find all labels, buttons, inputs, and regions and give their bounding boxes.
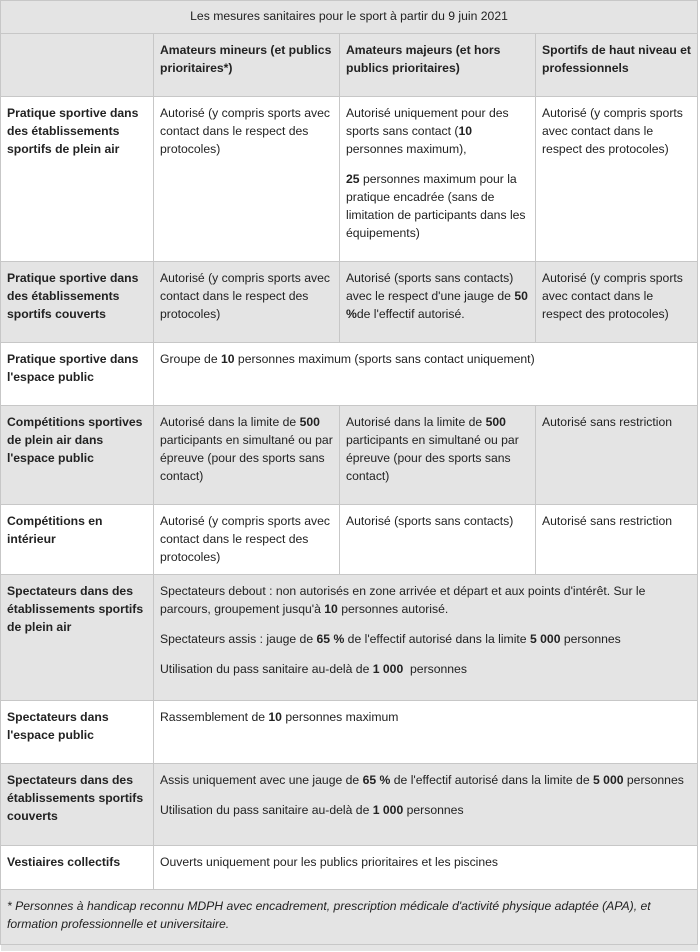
table-row bbox=[1, 343, 698, 406]
title-row bbox=[1, 1, 698, 34]
cell-adults: Autorisé dans la limite de 500 participants en simultané ou par épreuve (pour des sports sans contact) bbox=[340, 406, 536, 505]
cell-minors: Autorisé (y compris sports avec contact dans le respect des protocoles) bbox=[154, 262, 340, 343]
cell-paragraph: Utilisation du pass sanitaire au-delà de 1 000 personnes bbox=[160, 662, 467, 676]
table-row bbox=[1, 575, 698, 701]
cell-adults: Autorisé (sports sans contacts) bbox=[340, 505, 536, 575]
cell-pro: Autorisé sans restriction bbox=[536, 505, 698, 575]
row-label: Spectateurs dans des établissements sportifs de plein air bbox=[1, 575, 154, 701]
header-haut-niveau: Sportifs de haut niveau et professionnels bbox=[536, 34, 698, 97]
cell-adults: Autorisé (sports sans contacts) avec le respect d'une jauge de 50 %de l'effectif autorisé. bbox=[340, 262, 536, 343]
tail-row bbox=[1, 945, 698, 951]
cell-paragraph: Autorisé uniquement pour des sports sans contact (10 personnes maximum), bbox=[346, 106, 509, 156]
table-row bbox=[1, 764, 698, 846]
header-amateurs-majeurs: Amateurs majeurs (et hors publics prioritaires) bbox=[340, 34, 536, 97]
tail-spacer bbox=[1, 945, 698, 951]
table-row bbox=[1, 846, 698, 890]
cell-all bbox=[154, 764, 698, 846]
cell-all bbox=[154, 575, 698, 701]
row-label: Compétitions en intérieur bbox=[1, 505, 154, 575]
cell-pro: Autorisé (y compris sports avec contact dans le respect des protocoles) bbox=[536, 262, 698, 343]
cell-minors: Autorisé (y compris sports avec contact dans le respect des protocoles) bbox=[154, 97, 340, 262]
table-row bbox=[1, 262, 698, 343]
row-label: Pratique sportive dans des établissements sportifs de plein air bbox=[1, 97, 154, 262]
table-title: Les mesures sanitaires pour le sport à partir du 9 juin 2021 bbox=[1, 1, 698, 34]
cell-all: Groupe de 10 personnes maximum (sports sans contact uniquement) bbox=[154, 343, 698, 406]
cell-all: Rassemblement de 10 personnes maximum bbox=[154, 701, 698, 764]
table-row bbox=[1, 505, 698, 575]
footnote-row bbox=[1, 890, 698, 945]
cell-paragraph: Spectateurs debout : non autorisés en zone arrivée et départ et aux points d'intérêt. Sur le parcours, groupement jusqu'à 10 personnes autorisé. bbox=[160, 584, 646, 616]
cell-minors: Autorisé (y compris sports avec contact dans le respect des protocoles) bbox=[154, 505, 340, 575]
row-label: Spectateurs dans l'espace public bbox=[1, 701, 154, 764]
header-row bbox=[1, 34, 698, 97]
cell-adults bbox=[340, 97, 536, 262]
cell-pro: Autorisé sans restriction bbox=[536, 406, 698, 505]
header-empty bbox=[1, 34, 154, 97]
header-amateurs-mineurs: Amateurs mineurs (et publics prioritaires*) bbox=[154, 34, 340, 97]
cell-paragraph: Spectateurs assis : jauge de 65 % de l'effectif autorisé dans la limite 5 000 personnes bbox=[160, 632, 621, 646]
footnote: * Personnes à handicap reconnu MDPH avec encadrement, prescription médicale d'activité physique adaptée (APA), et formation professionnelle et universitaire. bbox=[1, 890, 698, 945]
cell-pro: Autorisé (y compris sports avec contact dans le respect des protocoles) bbox=[536, 97, 698, 262]
row-label: Pratique sportive dans des établissements sportifs couverts bbox=[1, 262, 154, 343]
table-row bbox=[1, 406, 698, 505]
cell-paragraph: Utilisation du pass sanitaire au-delà de 1 000 personnes bbox=[160, 803, 464, 817]
cell-paragraph: 25 personnes maximum pour la pratique encadrée (sans de limitation de participants dans les équipements) bbox=[346, 172, 526, 240]
cell-paragraph: Assis uniquement avec une jauge de 65 % de l'effectif autorisé dans la limite de 5 000 personnes bbox=[160, 773, 684, 787]
cell-minors: Autorisé dans la limite de 500 participants en simultané ou par épreuve (pour des sports sans contact) bbox=[154, 406, 340, 505]
row-label: Spectateurs dans des établissements sportifs couverts bbox=[1, 764, 154, 846]
cell-all: Ouverts uniquement pour les publics prioritaires et les piscines bbox=[154, 846, 698, 890]
row-label: Vestiaires collectifs bbox=[1, 846, 154, 890]
row-label: Pratique sportive dans l'espace public bbox=[1, 343, 154, 406]
table-row bbox=[1, 97, 698, 262]
row-label: Compétitions sportives de plein air dans l'espace public bbox=[1, 406, 154, 505]
table-row bbox=[1, 701, 698, 764]
